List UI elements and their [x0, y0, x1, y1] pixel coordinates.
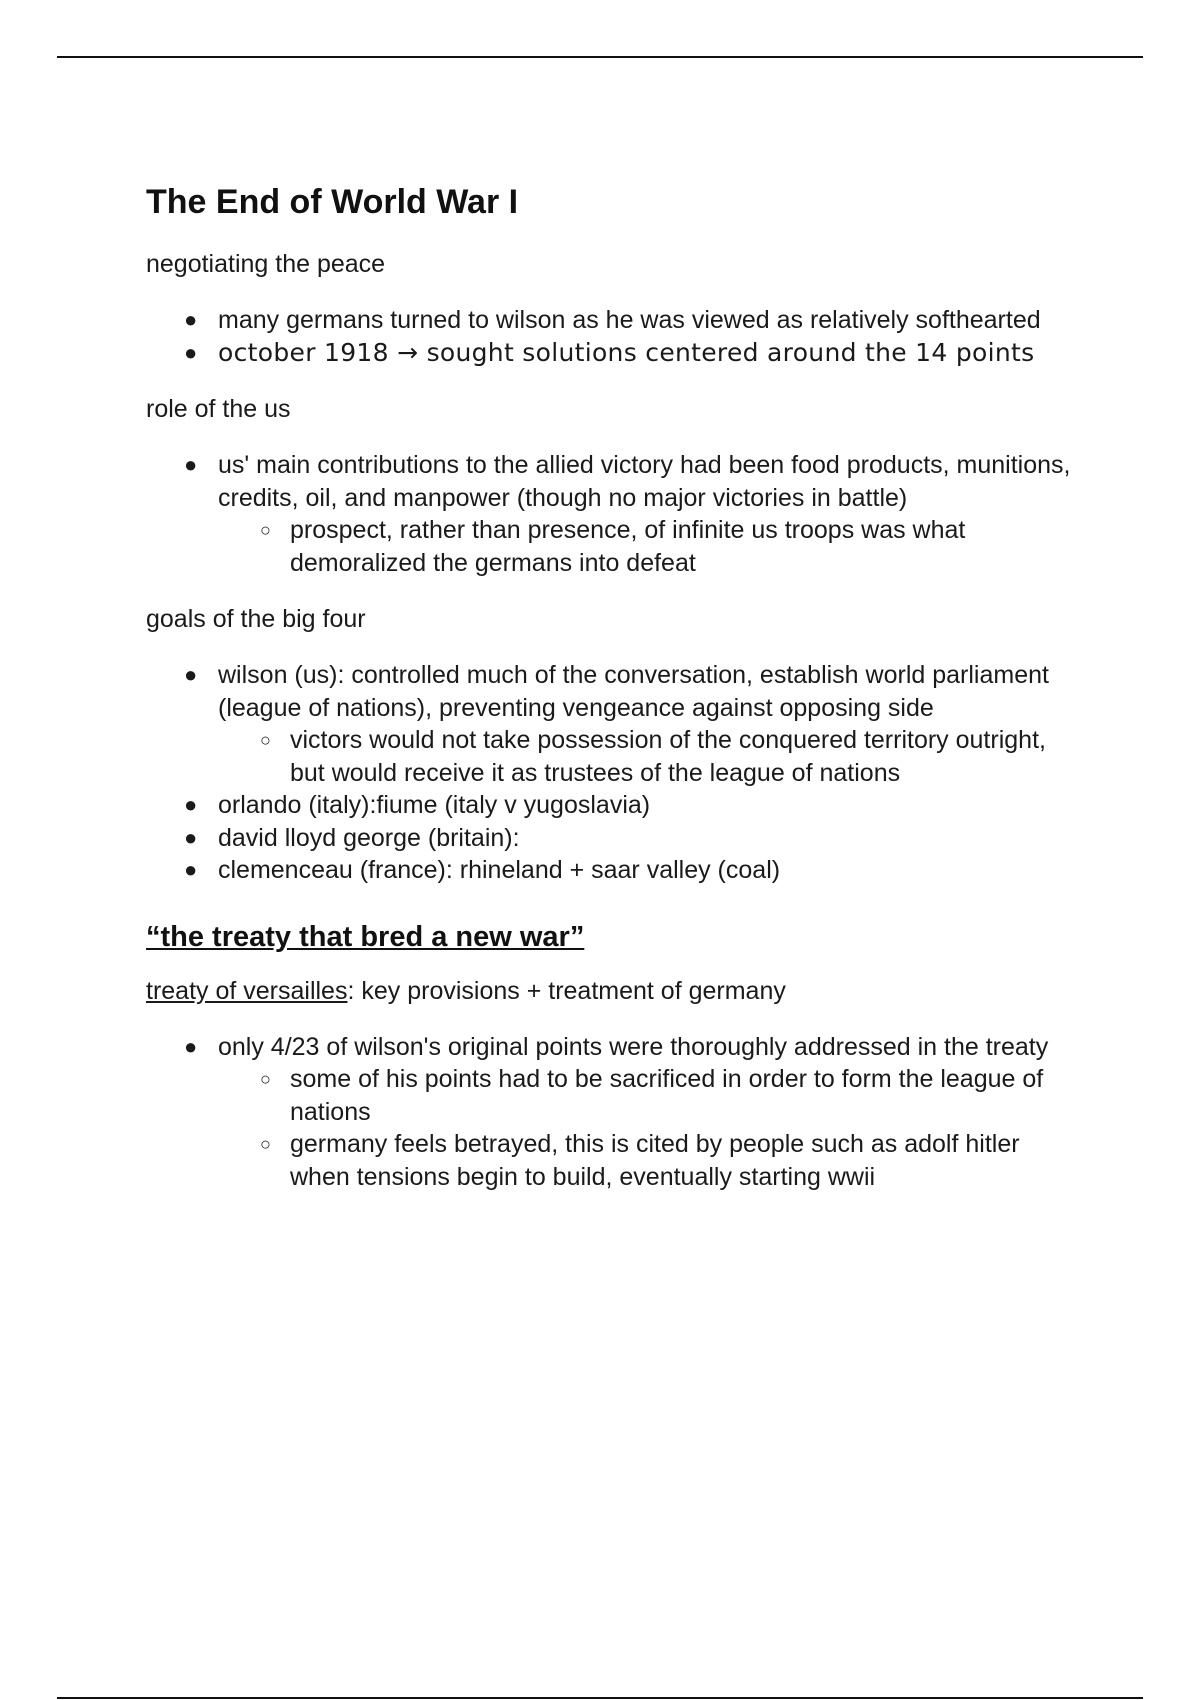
list-item-text: october 1918 → sought solutions centered around the 14 points — [218, 337, 1035, 367]
bullet-icon: ● — [184, 824, 198, 850]
bullet-icon: ● — [184, 662, 198, 687]
treaty-label-rest: : key provisions + treatment of germany — [347, 976, 786, 1005]
section-label-role-of-us: role of the us — [146, 395, 291, 423]
sub-list-item-text: germany feels betrayed, this is cited by people such as adolf hitler when tensions begin to build, eventually starting wwii — [290, 1130, 1020, 1191]
sub-list-item-text: prospect, rather than presence, of infinite us troops was what demoralized the germans into defeat — [290, 516, 966, 577]
sub-list-item-text: some of his points had to be sacrificed in order to form the league of nations — [290, 1065, 1044, 1126]
list-treaty — [146, 1031, 1086, 1194]
sub-list — [218, 514, 1086, 579]
document-body — [146, 180, 1086, 1217]
sub-list-item — [218, 724, 1086, 789]
hollow-bullet-icon: ○ — [260, 520, 271, 540]
list-item-text: david lloyd george (britain): — [218, 823, 520, 852]
list-item — [146, 854, 1086, 887]
bullet-icon: ● — [184, 1033, 198, 1059]
bullet-icon: ● — [184, 307, 198, 332]
bullet-icon: ● — [184, 792, 198, 817]
list-item — [146, 337, 1086, 370]
list-item — [146, 1031, 1086, 1194]
page-title: The End of World War I — [146, 183, 519, 221]
bullet-icon: ● — [184, 339, 198, 365]
bottom-divider — [57, 1697, 1143, 1699]
list-item-text: wilson (us): controlled much of the conversation, establish world parliament (league of nations), preventing vengeance against opposing side — [218, 661, 1049, 722]
bullet-icon: ● — [184, 452, 198, 477]
sub-list-item — [218, 514, 1086, 579]
list-item — [146, 449, 1086, 579]
section-label-big-four: goals of the big four — [146, 605, 366, 633]
sub-list-item-text: victors would not take possession of the conquered territory outright, but would receive it as trustees of the league of nations — [290, 726, 1046, 787]
sub-list — [218, 724, 1086, 789]
bullet-icon: ● — [184, 857, 198, 882]
section-label-treaty — [146, 975, 1086, 1007]
hollow-bullet-icon: ○ — [260, 1069, 271, 1089]
hollow-bullet-icon: ○ — [260, 1134, 271, 1154]
list-item-text: orlando (italy):fiume (italy v yugoslavia) — [218, 791, 651, 819]
list-item-text: clemenceau (france): rhineland + saar valley (coal) — [218, 856, 781, 884]
list-item — [146, 789, 1086, 822]
list-item-text: only 4/23 of wilson's original points were thoroughly addressed in the treaty — [218, 1032, 1049, 1061]
sub-list-item — [218, 1063, 1086, 1128]
list-role-of-us — [146, 449, 1086, 579]
list-big-four — [146, 659, 1086, 887]
treaty-label-underlined: treaty of versailles — [146, 976, 348, 1005]
top-divider — [57, 56, 1143, 58]
sub-list-item — [218, 1128, 1086, 1193]
list-item-text: us' main contributions to the allied victory had been food products, munitions, credits, oil, and manpower (though no major victories in battle) — [218, 451, 1071, 512]
section-heading-treaty: “the treaty that bred a new war” — [146, 920, 585, 953]
list-negotiating-peace — [146, 304, 1086, 369]
section-label-negotiating-peace: negotiating the peace — [146, 250, 386, 278]
list-item — [146, 659, 1086, 789]
list-item-text: many germans turned to wilson as he was viewed as relatively softhearted — [218, 306, 1041, 334]
list-item — [146, 304, 1086, 337]
hollow-bullet-icon: ○ — [260, 730, 271, 750]
list-item — [146, 822, 1086, 855]
sub-list — [218, 1063, 1086, 1193]
